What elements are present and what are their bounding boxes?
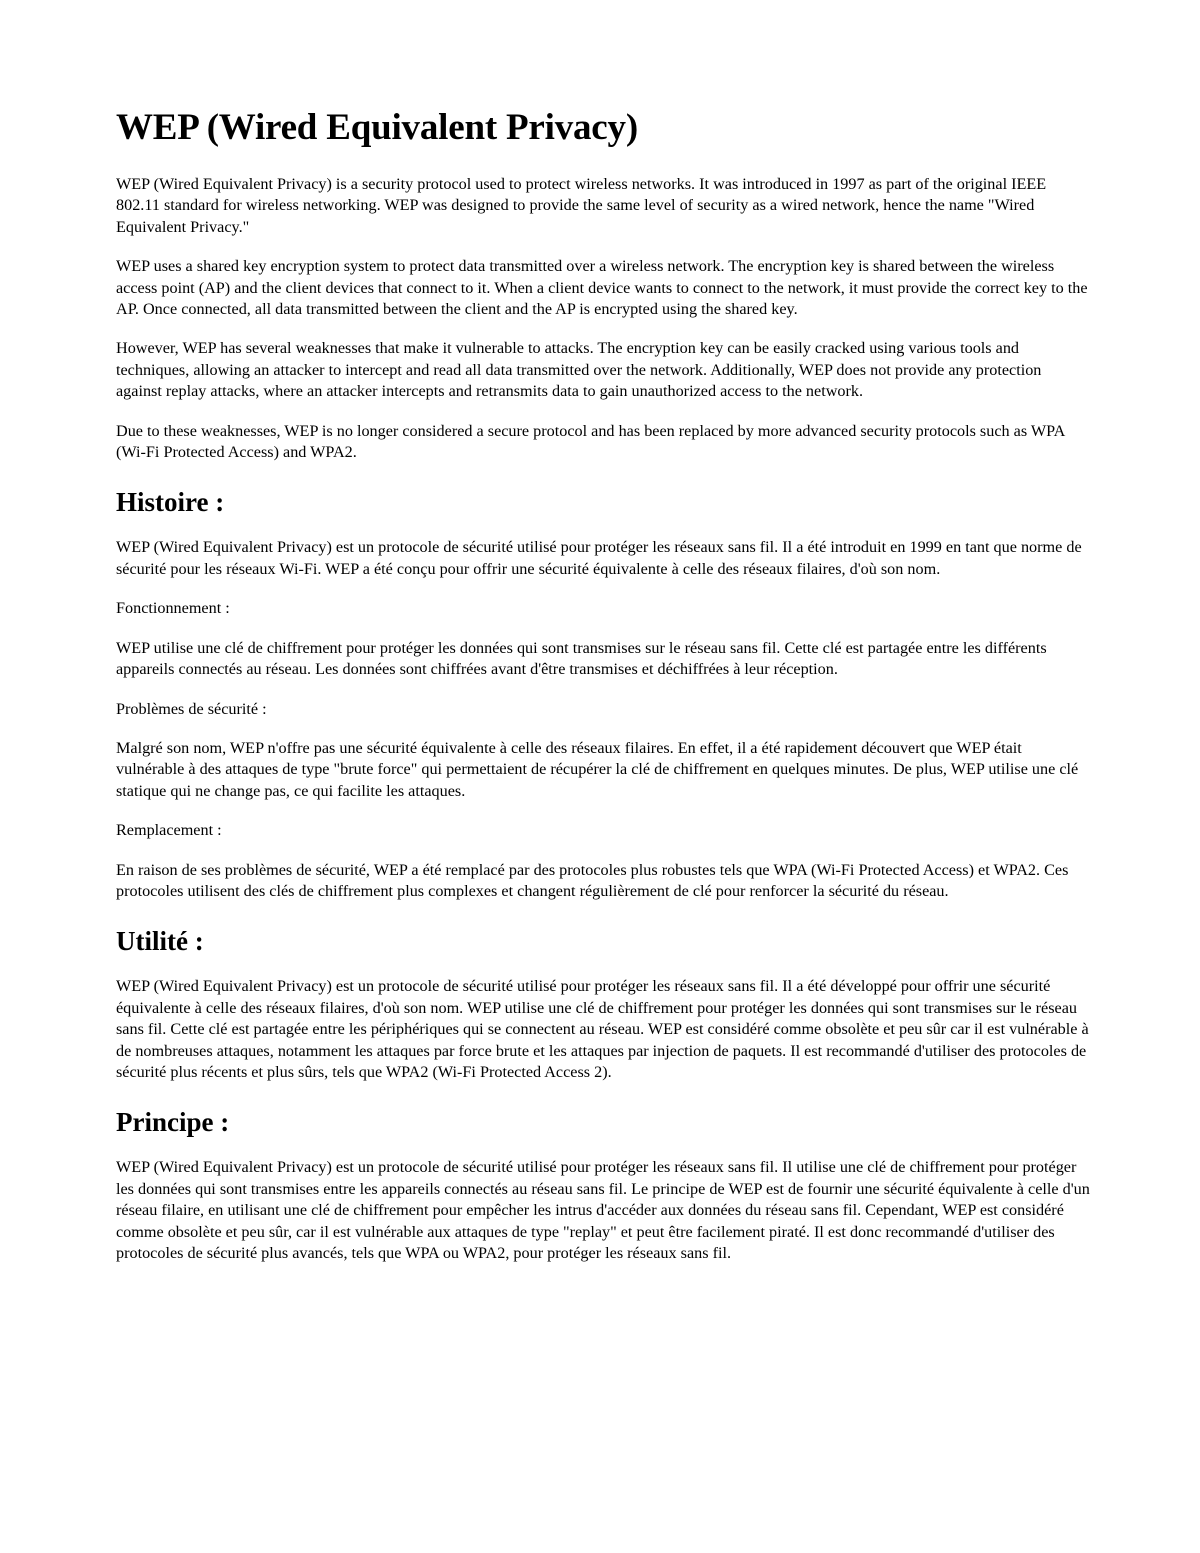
utilite-paragraph: WEP (Wired Equivalent Privacy) est un protocole de sécurité utilisé pour protéger les réseaux sans fil. Il a été développé pour offrir une sécurité équivalente à celle des réseaux filaires, d'où son nom. WEP utilise une clé de chiffrement pour protéger les données qui sont transmises sur le réseau sans fil. Cette clé est partagée entre les périphériques qui se connectent au réseau. WEP est considéré comme obsolète et peu sûr car il est vulnérable à de nombreuses attaques, notamment les attaques par force brute et les attaques par injection de paquets. Il est recommandé d'utiliser des protocoles de sécurité plus récents et plus sûrs, tels que WPA2 (Wi-Fi Protected Access 2). [116, 977, 1089, 1081]
histoire-paragraph: WEP utilise une clé de chiffrement pour protéger les données qui sont transmises sur le réseau sans fil. Cette clé est partagée entre les différents appareils connectés au réseau. Les données sont chiffrées avant d'être transmises et déchiffrées à leur réception. [116, 638, 1047, 679]
section-heading-principe: Principe : [116, 1107, 230, 1138]
subsection-label-problemes: Problèmes de sécurité : [116, 699, 267, 718]
section-heading-utilite: Utilité : [116, 926, 204, 957]
principe-paragraph: WEP (Wired Equivalent Privacy) est un protocole de sécurité utilisé pour protéger les réseaux sans fil. Il utilise une clé de chiffrement pour protéger les données qui sont transmises entre les appareils connectés au réseau sans fil. Le principe de WEP est de fournir une sécurité équivalente à celle d'un réseau filaire, en utilisant une clé de chiffrement pour empêcher les intrus d'accéder aux données du réseau sans fil. Cependant, WEP est considéré comme obsolète et peu sûr, car il est vulnérable aux attaques de type "replay" et peut être facilement piraté. Il est donc recommandé d'utiliser des protocoles de sécurité plus avancés, tels que WPA ou WPA2, pour protéger les réseaux sans fil. [116, 1158, 1090, 1262]
intro-paragraph: Due to these weaknesses, WEP is no longer considered a secure protocol and has been replaced by more advanced security protocols such as WPA (Wi-Fi Protected Access) and WPA2. [116, 421, 1065, 462]
subsection-label-remplacement: Remplacement : [116, 821, 222, 840]
histoire-paragraph: WEP (Wired Equivalent Privacy) est un protocole de sécurité utilisé pour protéger les réseaux sans fil. Il a été introduit en 1999 en tant que norme de sécurité pour les réseaux Wi-Fi. WEP a été conçu pour offrir une sécurité équivalente à celle des réseaux filaires, d'où son nom. [116, 538, 1082, 578]
intro-paragraph: However, WEP has several weaknesses that make it vulnerable to attacks. The encryption key can be easily cracked using various tools and techniques, allowing an attacker to intercept and read all data transmitted over the network. Additionally, WEP does not provide any protection against replay attacks, where an attacker intercepts and retransmits data to gain unauthorized access to the network. [116, 339, 1042, 401]
intro-paragraph: WEP uses a shared key encryption system to protect data transmitted over a wireless network. The encryption key is shared between the wireless access point (AP) and the client devices that connect to it. When a client device wants to connect to the network, it must provide the correct key to the AP. Once connected, all data transmitted between the client and the AP is encrypted using the shared key. [116, 257, 1088, 319]
page-title: WEP (Wired Equivalent Privacy) [116, 107, 638, 148]
histoire-paragraph: Malgré son nom, WEP n'offre pas une sécurité équivalente à celle des réseaux filaires. En effet, il a été rapidement découvert que WEP était vulnérable à des attaques de type "brute force" qui permettaient de récupérer la clé de chiffrement en quelques minutes. De plus, WEP utilise une clé statique qui ne change pas, ce qui facilite les attaques. [116, 738, 1079, 800]
intro-paragraph: WEP (Wired Equivalent Privacy) is a security protocol used to protect wireless networks. It was introduced in 1997 as part of the original IEEE 802.11 standard for wireless networking. WEP was designed to provide the same level of security as a wired network, hence the name "Wired Equivalent Privacy." [116, 175, 1047, 236]
histoire-paragraph: En raison de ses problèmes de sécurité, WEP a été remplacé par des protocoles plus robustes tels que WPA (Wi-Fi Protected Access) et WPA2. Ces protocoles utilisent des clés de chiffrement plus complexes et changent régulièrement de clé pour renforcer la sécurité du réseau. [116, 860, 1069, 900]
document-page [116, 104, 1091, 1282]
subsection-label-fonctionnement: Fonctionnement : [116, 599, 230, 618]
section-heading-histoire: Histoire : [116, 487, 225, 518]
